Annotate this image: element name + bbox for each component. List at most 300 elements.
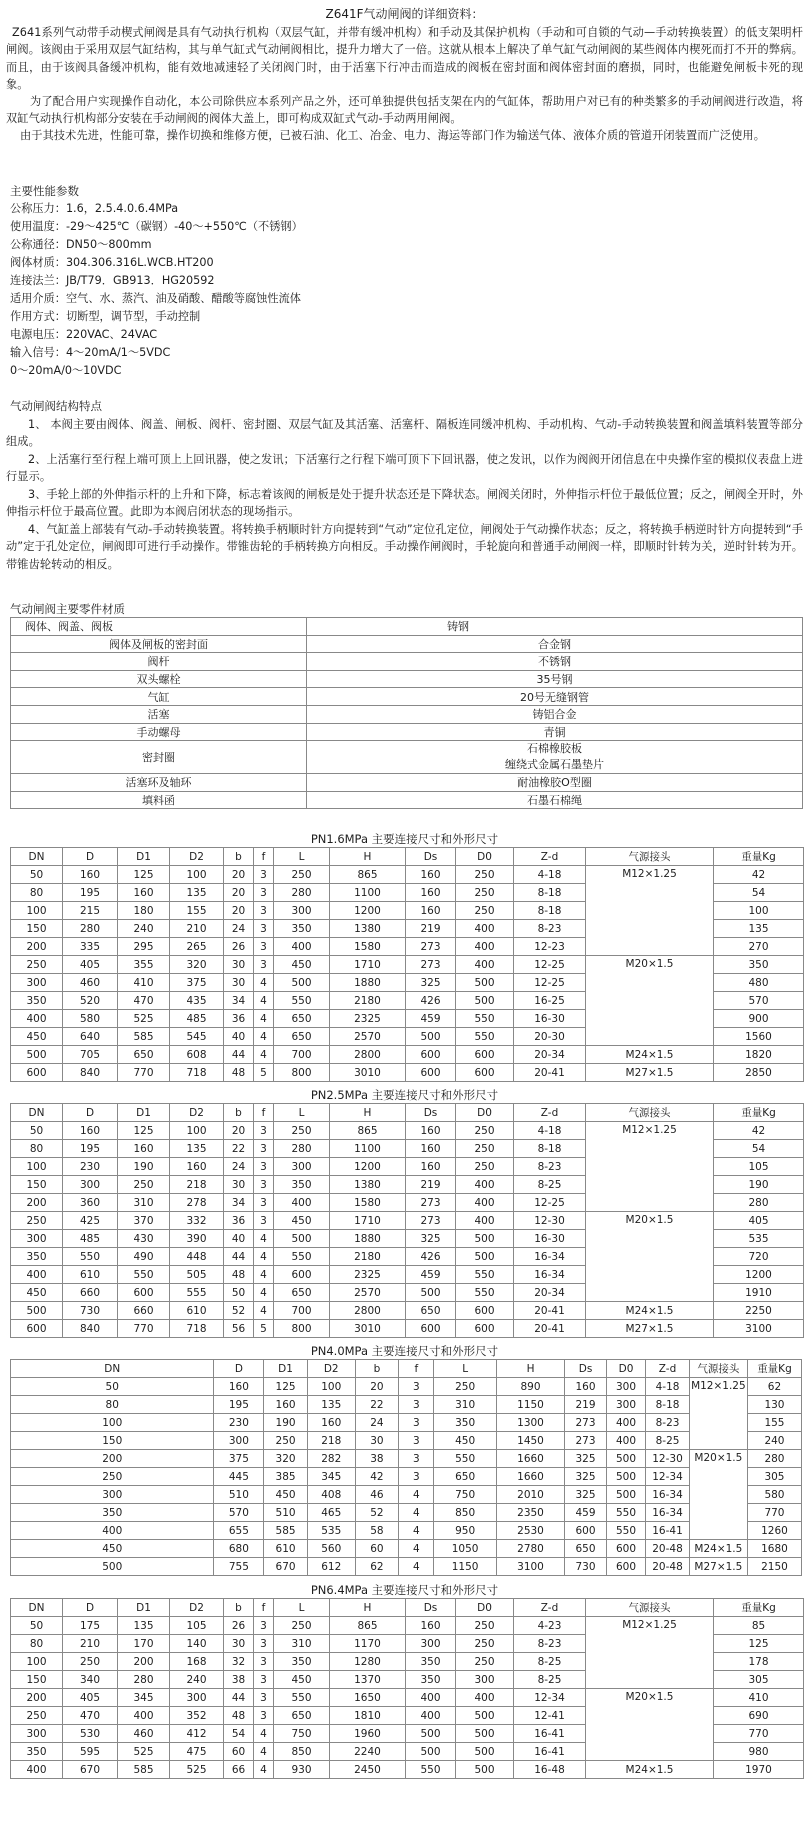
table-cell: 2780 [496, 1540, 565, 1558]
table-cell: 320 [264, 1450, 308, 1468]
table-cell: 20-34 [514, 1046, 586, 1064]
column-header: D1 [118, 1104, 170, 1122]
table-cell: 375 [170, 974, 224, 992]
table-cell: 400 [11, 1010, 63, 1028]
column-header: 重量Kg [714, 848, 804, 866]
table-cell: 550 [606, 1522, 645, 1540]
pn25-dimension-table [10, 1103, 804, 1338]
table-cell: 34 [224, 992, 254, 1010]
column-header: Z-d [514, 848, 586, 866]
header-row [11, 1599, 804, 1617]
air-connector-cell: M20×1.5 [586, 1689, 714, 1761]
table-cell: 265 [170, 938, 224, 956]
table-cell: 350 [274, 1653, 330, 1671]
table-cell: 3 [254, 1212, 274, 1230]
table-cell: 400 [406, 1689, 456, 1707]
table-cell: 38 [224, 1671, 254, 1689]
table-cell: 160 [565, 1378, 607, 1396]
table-cell: 135 [118, 1617, 170, 1635]
table-cell: 3 [399, 1450, 434, 1468]
table-cell: 400 [456, 1194, 514, 1212]
table-cell: 140 [170, 1635, 224, 1653]
table-cell: 2180 [330, 1248, 406, 1266]
table-cell: 300 [406, 1635, 456, 1653]
air-connector-cell: M12×1.25 [586, 1122, 714, 1212]
table-cell: 400 [456, 956, 514, 974]
table-cell: M27×1.5 [586, 1064, 714, 1082]
air-connector-cell: M12×1.25 [689, 1378, 747, 1450]
table-cell: 200 [11, 1194, 63, 1212]
table-cell: 1660 [496, 1468, 565, 1486]
table-cell: 2250 [714, 1302, 804, 1320]
table-cell: 155 [170, 902, 224, 920]
table-cell: 4 [254, 1010, 274, 1028]
table-cell: 218 [307, 1432, 355, 1450]
table-cell: 8-18 [514, 1140, 586, 1158]
table-cell: 16-34 [514, 1248, 586, 1266]
table-row [11, 1522, 802, 1540]
table-cell: 2800 [330, 1046, 406, 1064]
table-cell: 300 [274, 902, 330, 920]
table-cell: 4 [254, 1248, 274, 1266]
table-cell: 20 [355, 1378, 399, 1396]
table-cell: 470 [63, 1707, 118, 1725]
table-cell: 190 [118, 1158, 170, 1176]
table-cell: 1710 [330, 1212, 406, 1230]
column-header: f [254, 848, 274, 866]
table-cell: 500 [406, 1028, 456, 1046]
table-cell: 600 [606, 1558, 645, 1576]
table-cell: 730 [565, 1558, 607, 1576]
materials-row [11, 670, 803, 688]
perf-line: 0～20mA/0～10VDC [10, 364, 122, 377]
table-cell: 650 [274, 1028, 330, 1046]
table-cell: 850 [434, 1504, 496, 1522]
table-cell: 230 [214, 1414, 264, 1432]
table-cell: 2325 [330, 1010, 406, 1028]
table-cell: 705 [63, 1046, 118, 1064]
table-cell: 12-30 [514, 1212, 586, 1230]
materials-row [11, 791, 803, 809]
table-cell: 670 [63, 1761, 118, 1779]
table-cell: 770 [118, 1320, 170, 1338]
table-cell: 660 [63, 1284, 118, 1302]
table-cell: 190 [714, 1176, 804, 1194]
table-cell: 273 [406, 956, 456, 974]
table-cell: M27×1.5 [586, 1320, 714, 1338]
table-cell: 125 [264, 1378, 308, 1396]
materials-row [11, 774, 803, 792]
table-cell: 16-34 [646, 1486, 690, 1504]
table-cell: 195 [214, 1396, 264, 1414]
table-cell: 3 [254, 884, 274, 902]
table-cell: 250 [11, 1212, 63, 1230]
table-cell: 170 [118, 1635, 170, 1653]
table-cell: 32 [224, 1653, 254, 1671]
table-cell: 450 [11, 1028, 63, 1046]
table-cell: 295 [118, 938, 170, 956]
table-cell: 150 [11, 920, 63, 938]
table-cell: 56 [224, 1320, 254, 1338]
table-cell: 1960 [330, 1725, 406, 1743]
table-cell: 300 [214, 1432, 264, 1450]
table-cell: 1820 [714, 1046, 804, 1064]
table-cell: 510 [214, 1486, 264, 1504]
table-cell: 38 [355, 1450, 399, 1468]
table-cell: 500 [456, 1725, 514, 1743]
table-cell: 500 [606, 1450, 645, 1468]
perf-line: 输入信号：4～20mA/1～5VDC [10, 346, 171, 359]
table-cell: 426 [406, 1248, 456, 1266]
table-cell: 310 [118, 1194, 170, 1212]
table-cell: 273 [565, 1432, 607, 1450]
table-cell: 1150 [434, 1558, 496, 1576]
table-cell: 500 [456, 1761, 514, 1779]
table-cell: 30 [224, 1176, 254, 1194]
table-cell: 250 [118, 1176, 170, 1194]
table-cell: 4-18 [514, 1122, 586, 1140]
table-cell: 48 [224, 1266, 254, 1284]
column-header: f [254, 1599, 274, 1617]
table-cell: 550 [274, 1248, 330, 1266]
table-cell: 355 [118, 956, 170, 974]
table-cell: 16-48 [514, 1761, 586, 1779]
table-cell: 505 [170, 1266, 224, 1284]
table-cell: 580 [747, 1486, 801, 1504]
header-row [11, 848, 804, 866]
table-cell: 50 [11, 1617, 63, 1635]
table-cell: 42 [714, 1122, 804, 1140]
column-header: 重量Kg [747, 1360, 801, 1378]
table-cell: 22 [355, 1396, 399, 1414]
table-cell: 500 [606, 1468, 645, 1486]
table-cell: 400 [456, 920, 514, 938]
table-row [11, 1414, 802, 1432]
table-cell: 4 [399, 1504, 434, 1522]
table-cell: 50 [11, 1378, 214, 1396]
materials-row [11, 688, 803, 706]
structure-item-2: 2、上活塞行至行程上端可顶上上回讯器，使之发讯；下活塞行之行程下端可顶下下回讯器，使之发讯，以作为阀阀开闭信息在中央操作室的模拟仪表盘上进行显示。 [6, 453, 803, 484]
table-cell: 100 [307, 1378, 355, 1396]
table-cell: 650 [434, 1468, 496, 1486]
table-cell: 20-41 [514, 1302, 586, 1320]
table-cell: 3 [399, 1432, 434, 1450]
table-cell: 475 [170, 1743, 224, 1761]
table-cell: M27×1.5 [689, 1558, 747, 1576]
table-cell: 1450 [496, 1432, 565, 1450]
intro-paragraph-1: Z641系列气动带手动楔式闸阀是具有气动执行机构（双层气缸，并带有缓冲机构）和手动及其保护机构（手动和可自锁的气动—手动转换装置）的低支架明杆闸阀。该阀由于采用双层气缸结构，其与单气缸式气动闸阀相比，提升力增大了一倍。这就从根本上解决了单气缸气动闸阀的某些阀体内楔死而打不开的弊病。而且，由于该阀具备缓冲机构，能有效地减速轻了关闭阀门时，由于活塞下行冲击而造成的阀板在密封面和阀体密封面的磨损，同时，也能避免闸板卡死的现象。 [6, 26, 803, 92]
table-cell: 80 [11, 1635, 63, 1653]
table-cell: 555 [170, 1284, 224, 1302]
table-cell: 750 [434, 1486, 496, 1504]
table-cell: 24 [224, 920, 254, 938]
table-cell: 405 [63, 956, 118, 974]
table-cell: 280 [747, 1450, 801, 1468]
table-cell: M24×1.5 [586, 1761, 714, 1779]
table-cell: 1560 [714, 1028, 804, 1046]
intro-paragraph-3: 由于其技术先进，性能可靠，操作切换和维修方便，已被石油、化工、冶金、电力、海运等部门作为输送气体、液体介质的管道开闭装置而广泛使用。 [20, 129, 765, 142]
pn25-caption: PN2.5MPa 主要连接尺寸和外形尺寸 [310, 1088, 499, 1102]
table-cell: 500 [456, 992, 514, 1010]
column-header: 气源接头 [689, 1360, 747, 1378]
table-cell: 300 [274, 1158, 330, 1176]
table-cell: 80 [11, 1140, 63, 1158]
table-cell: 325 [406, 974, 456, 992]
table-row [11, 1689, 804, 1707]
column-header: H [496, 1360, 565, 1378]
table-cell: 335 [63, 938, 118, 956]
table-cell: 3 [254, 1653, 274, 1671]
table-cell: 5 [254, 1320, 274, 1338]
table-cell: 2570 [330, 1028, 406, 1046]
column-header: DN [11, 1360, 214, 1378]
table-cell: 50 [224, 1284, 254, 1302]
table-cell: 470 [118, 992, 170, 1010]
materials-row [11, 618, 803, 636]
table-cell: 612 [307, 1558, 355, 1576]
table-cell: 4 [254, 1046, 274, 1064]
table-cell: 1810 [330, 1707, 406, 1725]
table-cell: 2325 [330, 1266, 406, 1284]
table-cell: 450 [11, 1540, 214, 1558]
table-cell: 930 [274, 1761, 330, 1779]
table-cell: 600 [406, 1320, 456, 1338]
column-header: 重量Kg [714, 1104, 804, 1122]
table-cell: 340 [63, 1671, 118, 1689]
table-cell: 608 [170, 1046, 224, 1064]
perf-line: 连接法兰：JB/T79．GB913．HG20592 [10, 274, 215, 287]
table-cell: 300 [606, 1396, 645, 1414]
table-cell: 4 [254, 1028, 274, 1046]
table-cell: 405 [714, 1212, 804, 1230]
table-cell: 85 [714, 1617, 804, 1635]
table-cell: 350 [274, 1176, 330, 1194]
table-cell: 250 [434, 1378, 496, 1396]
column-header: D1 [264, 1360, 308, 1378]
table-cell: 1300 [496, 1414, 565, 1432]
table-cell: M24×1.5 [586, 1046, 714, 1064]
table-cell: 160 [406, 1122, 456, 1140]
table-cell: 160 [406, 884, 456, 902]
table-cell: 2350 [496, 1504, 565, 1522]
table-cell: 8-18 [514, 902, 586, 920]
pn16-dimension-table [10, 847, 804, 1082]
table-cell: 160 [406, 1158, 456, 1176]
table-cell: 400 [11, 1761, 63, 1779]
table-cell: 448 [170, 1248, 224, 1266]
table-cell: 1970 [714, 1761, 804, 1779]
air-connector-cell: M12×1.25 [586, 866, 714, 956]
table-row [11, 1212, 804, 1230]
table-cell: 1580 [330, 1194, 406, 1212]
table-cell: 20-41 [514, 1320, 586, 1338]
table-cell: 450 [264, 1486, 308, 1504]
table-cell: 160 [307, 1414, 355, 1432]
table-cell: 400 [456, 938, 514, 956]
pn16-caption: PN1.6MPa 主要连接尺寸和外形尺寸 [310, 832, 499, 846]
table-cell: 3 [399, 1414, 434, 1432]
column-header: D2 [307, 1360, 355, 1378]
table-cell: 20-48 [646, 1540, 690, 1558]
table-cell: 105 [170, 1617, 224, 1635]
column-header: DN [11, 1104, 63, 1122]
column-header: 气源接头 [586, 1104, 714, 1122]
table-cell: 240 [118, 920, 170, 938]
table-cell: 305 [714, 1671, 804, 1689]
table-cell: 4 [399, 1486, 434, 1504]
table-cell: 570 [714, 992, 804, 1010]
table-cell: 36 [224, 1010, 254, 1028]
column-header: b [355, 1360, 399, 1378]
table-cell: 350 [11, 1743, 63, 1761]
table-cell: 62 [355, 1558, 399, 1576]
table-cell: 600 [406, 1064, 456, 1082]
table-cell: 690 [714, 1707, 804, 1725]
table-cell: 60 [224, 1743, 254, 1761]
table-cell: 500 [456, 1248, 514, 1266]
table-cell: 500 [456, 1707, 514, 1725]
part-name-cell: 密封圈 [11, 741, 307, 774]
table-cell: 280 [63, 920, 118, 938]
table-cell: 16-41 [514, 1725, 586, 1743]
table-cell: 550 [456, 1284, 514, 1302]
table-cell: 3 [254, 1122, 274, 1140]
table-cell: 30 [355, 1432, 399, 1450]
table-cell: 160 [264, 1396, 308, 1414]
table-cell: 500 [274, 974, 330, 992]
table-cell: 282 [307, 1450, 355, 1468]
table-cell: 459 [406, 1010, 456, 1028]
table-cell: 300 [11, 1486, 214, 1504]
column-header: L [274, 1599, 330, 1617]
table-cell: 550 [118, 1266, 170, 1284]
perf-line: 使用温度：-29～425℃（碳钢）-40～+550℃（不锈钢） [10, 220, 303, 233]
table-row [11, 1378, 802, 1396]
column-header: D1 [118, 848, 170, 866]
table-cell: 770 [747, 1504, 801, 1522]
table-cell: 865 [330, 1617, 406, 1635]
table-cell: 550 [63, 1248, 118, 1266]
material-cell: 石墨石棉绳 [307, 791, 803, 809]
table-cell: 600 [456, 1302, 514, 1320]
table-cell: 650 [274, 1284, 330, 1302]
table-cell: 44 [224, 1689, 254, 1707]
table-cell: 485 [63, 1230, 118, 1248]
column-header: D0 [456, 1104, 514, 1122]
table-cell: 54 [714, 884, 804, 902]
table-cell: 219 [565, 1396, 607, 1414]
table-cell: 210 [63, 1635, 118, 1653]
table-cell: 610 [170, 1302, 224, 1320]
table-cell: 250 [63, 1653, 118, 1671]
part-name-cell: 双头螺栓 [11, 670, 307, 688]
table-cell: 3010 [330, 1320, 406, 1338]
table-cell: 460 [63, 974, 118, 992]
table-cell: 700 [274, 1046, 330, 1064]
table-cell: 1910 [714, 1284, 804, 1302]
table-cell: 840 [63, 1064, 118, 1082]
table-cell: 426 [406, 992, 456, 1010]
table-cell: 8-23 [646, 1414, 690, 1432]
table-cell: 525 [170, 1761, 224, 1779]
table-cell: 800 [274, 1064, 330, 1082]
table-cell: 525 [118, 1743, 170, 1761]
table-cell: 1580 [330, 938, 406, 956]
table-cell: 160 [118, 1140, 170, 1158]
pn64-caption: PN6.4MPa 主要连接尺寸和外形尺寸 [310, 1583, 499, 1597]
table-cell: 200 [118, 1653, 170, 1671]
table-cell: 22 [224, 1140, 254, 1158]
table-cell: 240 [170, 1671, 224, 1689]
table-cell: 3 [254, 956, 274, 974]
materials-table [10, 617, 803, 809]
table-cell: 218 [170, 1176, 224, 1194]
column-header: D [63, 848, 118, 866]
table-cell: 4 [399, 1558, 434, 1576]
table-cell: 8-23 [514, 920, 586, 938]
table-cell: 20 [224, 884, 254, 902]
table-cell: 250 [11, 956, 63, 974]
column-header: f [399, 1360, 434, 1378]
table-cell: 400 [456, 1212, 514, 1230]
table-cell: 500 [274, 1230, 330, 1248]
table-cell: 125 [118, 1122, 170, 1140]
air-connector-cell: M12×1.25 [586, 1617, 714, 1689]
material-cell: 20号无缝钢管 [307, 688, 803, 706]
table-cell: 640 [63, 1028, 118, 1046]
table-cell: 1660 [496, 1450, 565, 1468]
table-cell: 520 [63, 992, 118, 1010]
table-cell: 2240 [330, 1743, 406, 1761]
table-cell: 280 [274, 884, 330, 902]
table-cell: 160 [406, 1617, 456, 1635]
table-cell: 445 [214, 1468, 264, 1486]
air-connector-cell: M20×1.5 [586, 956, 714, 1046]
table-cell: 408 [307, 1486, 355, 1504]
column-header: L [434, 1360, 496, 1378]
table-row [11, 956, 804, 974]
table-cell: 410 [118, 974, 170, 992]
table-cell: 16-41 [646, 1522, 690, 1540]
table-cell: 600 [606, 1540, 645, 1558]
table-cell: 44 [224, 1248, 254, 1266]
table-cell: 240 [747, 1432, 801, 1450]
table-cell: 600 [274, 1266, 330, 1284]
table-cell: 3 [254, 1635, 274, 1653]
table-cell: 535 [714, 1230, 804, 1248]
table-cell: 610 [264, 1540, 308, 1558]
materials-heading: 气动闸阀主要零件材质 [10, 602, 125, 616]
table-cell: 332 [170, 1212, 224, 1230]
table-cell: 54 [224, 1725, 254, 1743]
table-cell: 1200 [714, 1266, 804, 1284]
table-cell: 570 [214, 1504, 264, 1522]
table-cell: 16-34 [646, 1504, 690, 1522]
table-cell: 160 [406, 866, 456, 884]
table-cell: 325 [565, 1450, 607, 1468]
table-cell: 20 [224, 866, 254, 884]
table-cell: 20-30 [514, 1028, 586, 1046]
table-cell: 3 [254, 1689, 274, 1707]
table-cell: 130 [747, 1396, 801, 1414]
table-cell: 8-25 [514, 1653, 586, 1671]
table-cell: 219 [406, 920, 456, 938]
perf-line: 作用方式：切断型，调节型，手动控制 [10, 310, 201, 323]
table-cell: 500 [11, 1558, 214, 1576]
table-cell: 44 [224, 1046, 254, 1064]
table-cell: 400 [11, 1522, 214, 1540]
perf-line: 电源电压：220VAC、24VAC [10, 328, 158, 341]
